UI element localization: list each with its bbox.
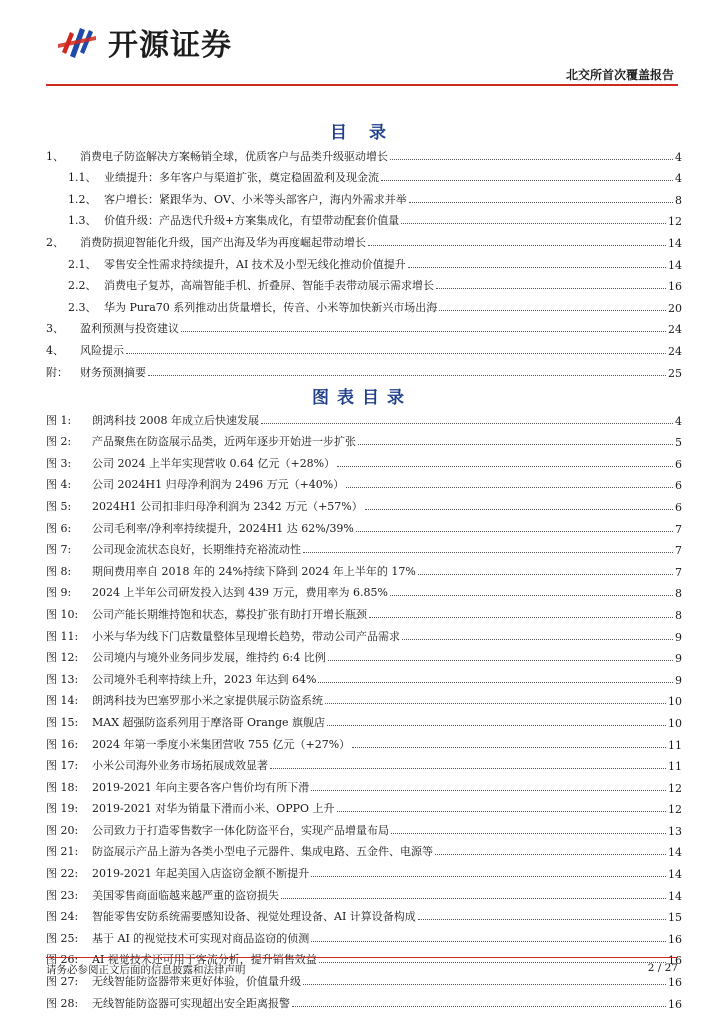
entry-title: 2019-2021 对华为销量下滑而小米、OPPO 上升 bbox=[92, 802, 335, 816]
figure-entry[interactable] bbox=[46, 795, 682, 817]
entry-number: 图 26: bbox=[46, 953, 79, 967]
dot-leader bbox=[352, 747, 666, 748]
entry-title: 无线智能防盗器带来更好体验，价值量升级 bbox=[92, 975, 301, 989]
dot-leader bbox=[318, 682, 673, 683]
entry-page: 12 bbox=[668, 781, 682, 795]
entry-title: 2019-2021 年起美国入店盗窃金额不断提升 bbox=[92, 867, 310, 881]
dot-leader bbox=[356, 531, 673, 532]
entry-title: 财务预测摘要 bbox=[80, 365, 146, 379]
entry-title: 朗鸿科技 2008 年成立后快速发展 bbox=[92, 413, 259, 427]
dot-leader bbox=[328, 660, 673, 661]
dot-leader bbox=[365, 509, 673, 510]
dot-leader bbox=[261, 423, 673, 424]
entry-number: 图 13: bbox=[46, 672, 79, 686]
figures-list bbox=[46, 406, 682, 1011]
figure-entry[interactable] bbox=[46, 557, 682, 579]
entry-title: 消费电子防盗解决方案畅销全球，优质客户与品类升级驱动增长 bbox=[80, 149, 388, 163]
entry-title: 公司毛利率/净利率持续提升，2024H1 达 62%/39% bbox=[92, 521, 354, 535]
dot-leader bbox=[303, 984, 666, 985]
entry-number: 图 17: bbox=[46, 759, 79, 773]
entry-title: 客户增长：紧跟华为、OV、小米等头部客户，海内外需求并举 bbox=[104, 192, 407, 206]
figure-entry[interactable] bbox=[46, 687, 682, 709]
page-number: 2 / 27 bbox=[647, 962, 678, 974]
entry-number: 图 21: bbox=[46, 845, 79, 859]
dot-leader bbox=[408, 267, 666, 268]
dot-leader bbox=[436, 288, 666, 289]
entry-page: 4 bbox=[675, 414, 682, 428]
figure-entry[interactable] bbox=[46, 708, 682, 730]
entry-number: 图 28: bbox=[46, 996, 79, 1010]
dot-leader bbox=[325, 703, 666, 704]
entry-number: 图 6: bbox=[46, 521, 72, 535]
entry-page: 4 bbox=[675, 150, 682, 164]
entry-page: 24 bbox=[668, 344, 682, 358]
dot-leader bbox=[311, 876, 666, 877]
kaiyuan-logo-icon bbox=[56, 22, 104, 62]
entry-title: 消费防损迎智能化升级，国产出海及华为再度崛起带动增长 bbox=[80, 235, 366, 249]
toc-entry[interactable] bbox=[46, 315, 682, 337]
entry-title: 公司产能长期维持饱和状态，募投扩张有助打开增长瓶颈 bbox=[92, 607, 367, 621]
dot-leader bbox=[270, 768, 666, 769]
toc-entry[interactable] bbox=[46, 207, 682, 229]
entry-title: 公司现金流状态良好，长期维持充裕流动性 bbox=[92, 543, 301, 557]
entry-page: 14 bbox=[668, 258, 682, 272]
entry-page: 14 bbox=[668, 846, 682, 860]
disclaimer-note: 请务必参阅正文后面的信息披露和法律声明 bbox=[46, 964, 246, 976]
toc-entry[interactable] bbox=[46, 185, 682, 207]
figure-entry[interactable] bbox=[46, 579, 682, 601]
entry-page: 9 bbox=[675, 673, 682, 687]
entry-number: 1.1、 bbox=[68, 171, 97, 185]
entry-page: 4 bbox=[675, 172, 682, 186]
figure-entry[interactable] bbox=[46, 859, 682, 881]
entry-page: 5 bbox=[675, 436, 682, 450]
entry-title: 智能零售安防系统需要感知设备、视觉处理设备、AI 计算设备构成 bbox=[92, 910, 416, 924]
entry-number: 图 22: bbox=[46, 867, 79, 881]
entry-number: 图 1: bbox=[46, 413, 72, 427]
entry-number: 图 7: bbox=[46, 543, 72, 557]
dot-leader bbox=[369, 617, 673, 618]
entry-title: 2019-2021 年向主要各客户售价均有所下滑 bbox=[92, 780, 310, 794]
entry-page: 7 bbox=[675, 544, 682, 558]
entry-number: 图 3: bbox=[46, 456, 72, 470]
entry-title: 消费电子复苏，高端智能手机、折叠屏、智能手表带动展示需求增长 bbox=[104, 279, 434, 293]
entry-number: 图 5: bbox=[46, 499, 72, 513]
entry-title: 产品聚焦在防盗展示品类，近两年逐步开始进一步扩张 bbox=[92, 435, 356, 449]
entry-page: 13 bbox=[668, 824, 682, 838]
figure-entry[interactable] bbox=[46, 406, 682, 428]
entry-page: 7 bbox=[675, 522, 682, 536]
dot-leader bbox=[390, 595, 673, 596]
entry-page: 24 bbox=[668, 323, 682, 337]
entry-title: 公司境外毛利率持续上升，2023 年达到 64% bbox=[92, 672, 317, 686]
entry-title: 公司境内与境外业务同步发展，维持约 6:4 比例 bbox=[92, 651, 326, 665]
entry-title: 盈利预测与投资建议 bbox=[80, 322, 179, 336]
entry-title: 业绩提升：多年客户与渠道扩张，奠定稳固盈利及现金流 bbox=[104, 171, 379, 185]
entry-page: 14 bbox=[668, 868, 682, 882]
dot-leader bbox=[418, 574, 673, 575]
figure-entry[interactable] bbox=[46, 514, 682, 536]
header-divider bbox=[46, 84, 678, 86]
entry-page: 8 bbox=[675, 587, 682, 601]
entry-page: 16 bbox=[668, 954, 682, 968]
entry-page: 14 bbox=[668, 236, 682, 250]
dot-leader bbox=[281, 898, 666, 899]
dot-leader bbox=[402, 639, 673, 640]
dot-leader bbox=[311, 941, 666, 942]
entry-number: 图 12: bbox=[46, 651, 79, 665]
dot-leader bbox=[337, 466, 673, 467]
entry-page: 14 bbox=[668, 889, 682, 903]
entry-page: 6 bbox=[675, 479, 682, 493]
figure-entry[interactable] bbox=[46, 903, 682, 925]
entry-number: 图 14: bbox=[46, 694, 79, 708]
entry-title: 无线智能防盗器可实现超出安全距离报警 bbox=[92, 996, 290, 1010]
entry-number: 4、 bbox=[46, 343, 64, 357]
figure-entry[interactable] bbox=[46, 989, 682, 1011]
toc-entry[interactable] bbox=[46, 358, 682, 380]
dot-leader bbox=[303, 552, 673, 553]
page-header bbox=[0, 0, 724, 90]
entry-title: 价值升级：产品迭代升级+方案集成化，有望带动配套价值量 bbox=[104, 214, 400, 228]
entry-page: 10 bbox=[668, 716, 682, 730]
entry-title: 公司 2024H1 归母净利润为 2496 万元（+40%） bbox=[92, 478, 345, 492]
dot-leader bbox=[439, 310, 666, 311]
footer-divider bbox=[46, 957, 678, 958]
entry-page: 11 bbox=[668, 738, 682, 752]
figure-entry[interactable] bbox=[46, 449, 682, 471]
figure-entry[interactable] bbox=[46, 471, 682, 493]
entry-number: 图 2: bbox=[46, 435, 72, 449]
dot-leader bbox=[435, 854, 666, 855]
figure-entry[interactable] bbox=[46, 536, 682, 558]
entry-page: 16 bbox=[668, 976, 682, 990]
entry-number: 3、 bbox=[46, 322, 64, 336]
toc-entry[interactable] bbox=[46, 164, 682, 186]
entry-number: 图 20: bbox=[46, 823, 79, 837]
entry-page: 16 bbox=[668, 997, 682, 1011]
entry-page: 8 bbox=[675, 193, 682, 207]
dot-leader bbox=[311, 790, 666, 791]
entry-number: 1、 bbox=[46, 149, 64, 163]
entry-page: 16 bbox=[668, 932, 682, 946]
dot-leader bbox=[337, 811, 666, 812]
entry-title: MAX 超强防盗系列用于摩洛哥 Orange 旗舰店 bbox=[92, 715, 325, 729]
figure-entry[interactable] bbox=[46, 428, 682, 450]
entry-page: 9 bbox=[675, 652, 682, 666]
entry-number: 2.2、 bbox=[68, 279, 97, 293]
dot-leader bbox=[327, 725, 666, 726]
entry-page: 7 bbox=[675, 565, 682, 579]
dot-leader bbox=[346, 487, 673, 488]
dot-leader bbox=[401, 223, 666, 224]
entry-number: 图 8: bbox=[46, 564, 72, 578]
figure-entry[interactable] bbox=[46, 838, 682, 860]
entry-page: 10 bbox=[668, 695, 682, 709]
entry-page: 25 bbox=[668, 366, 682, 380]
entry-page: 11 bbox=[668, 760, 682, 774]
toc-entry[interactable] bbox=[46, 250, 682, 272]
entry-number: 图 24: bbox=[46, 910, 79, 924]
report-type-label: 北交所首次覆盖报告 bbox=[565, 68, 674, 82]
entry-number: 图 23: bbox=[46, 888, 79, 902]
toc-entry[interactable] bbox=[46, 142, 682, 164]
figure-entry[interactable] bbox=[46, 730, 682, 752]
entry-page: 6 bbox=[675, 457, 682, 471]
toc-entry[interactable] bbox=[46, 293, 682, 315]
entry-page: 16 bbox=[668, 280, 682, 294]
dot-leader bbox=[391, 833, 666, 834]
entry-page: 15 bbox=[668, 911, 682, 925]
dot-leader bbox=[390, 159, 673, 160]
dot-leader bbox=[358, 444, 673, 445]
dot-leader bbox=[418, 919, 666, 920]
entry-title: 防盗展示产品上游为各类小型电子元器件、集成电路、五金件、电源等 bbox=[92, 845, 433, 859]
figures-title: 图表目录 bbox=[312, 388, 412, 408]
entry-page: 12 bbox=[668, 803, 682, 817]
figure-entry[interactable] bbox=[46, 924, 682, 946]
figure-entry[interactable] bbox=[46, 816, 682, 838]
brand-logo bbox=[56, 20, 232, 64]
entry-title: 基于 AI 的视觉技术可实现对商品盗窃的侦测 bbox=[92, 931, 310, 945]
dot-leader bbox=[126, 353, 666, 354]
entry-title: 零售安全性需求持续提升，AI 技术及小型无线化推动价值提升 bbox=[104, 257, 406, 271]
entry-title: 朗鸿科技为巴塞罗那小米之家提供展示防盗系统 bbox=[92, 694, 323, 708]
entry-number: 2、 bbox=[46, 235, 64, 249]
figure-entry[interactable] bbox=[46, 622, 682, 644]
entry-page: 9 bbox=[675, 630, 682, 644]
toc-entry[interactable] bbox=[46, 228, 682, 250]
entry-title: 小米公司海外业务市场拓展成效显著 bbox=[92, 759, 268, 773]
entry-number: 图 15: bbox=[46, 715, 79, 729]
entry-title: 小米与华为线下门店数量整体呈现增长趋势，带动公司产品需求 bbox=[92, 629, 400, 643]
entry-page: 8 bbox=[675, 608, 682, 622]
dot-leader bbox=[409, 202, 673, 203]
entry-number: 图 25: bbox=[46, 931, 79, 945]
entry-number: 附： bbox=[46, 365, 68, 379]
entry-number: 图 4: bbox=[46, 478, 72, 492]
figure-entry[interactable] bbox=[46, 665, 682, 687]
entry-number: 图 16: bbox=[46, 737, 79, 751]
entry-title: 公司致力于打造零售数字一体化防盗平台，实现产品增量布局 bbox=[92, 823, 389, 837]
entry-title: 美国零售商面临越来越严重的盗窃损失 bbox=[92, 888, 279, 902]
toc-entry[interactable] bbox=[46, 336, 682, 358]
figure-entry[interactable] bbox=[46, 881, 682, 903]
dot-leader bbox=[381, 180, 673, 181]
figure-entry[interactable] bbox=[46, 600, 682, 622]
entry-page: 6 bbox=[675, 500, 682, 514]
toc-list bbox=[46, 142, 682, 380]
dot-leader bbox=[292, 1006, 666, 1007]
entry-title: 2024 上半年公司研发投入达到 439 万元，费用率为 6.85% bbox=[92, 586, 388, 600]
entry-number: 1.2、 bbox=[68, 192, 97, 206]
entry-number: 2.1、 bbox=[68, 257, 97, 271]
figure-entry[interactable] bbox=[46, 644, 682, 666]
entry-number: 1.3、 bbox=[68, 214, 97, 228]
figure-entry[interactable] bbox=[46, 773, 682, 795]
entry-number: 图 18: bbox=[46, 780, 79, 794]
entry-page: 20 bbox=[668, 301, 682, 315]
entry-title: 2024 年第一季度小米集团营收 755 亿元（+27%） bbox=[92, 737, 351, 751]
entry-title: 公司 2024 上半年实现营收 0.64 亿元（+28%） bbox=[92, 456, 336, 470]
entry-title: 风险提示 bbox=[80, 343, 124, 357]
entry-title: 华为 Pura70 系列推动出货量增长，传音、小米等加快新兴市场出海 bbox=[104, 300, 438, 314]
entry-title: AI 视觉技术还可用于客流分析，提升销售效益 bbox=[92, 953, 317, 967]
entry-number: 2.3、 bbox=[68, 300, 97, 314]
entry-title: 2024H1 公司扣非归母净利润为 2342 万元（+57%） bbox=[92, 499, 363, 513]
dot-leader bbox=[368, 245, 666, 246]
dot-leader bbox=[181, 331, 666, 332]
entry-page: 12 bbox=[668, 215, 682, 229]
figure-entry[interactable] bbox=[46, 752, 682, 774]
dot-leader bbox=[148, 375, 666, 376]
dot-leader bbox=[319, 962, 666, 963]
entry-number: 图 27: bbox=[46, 975, 79, 989]
entry-number: 图 11: bbox=[46, 629, 79, 643]
entry-number: 图 9: bbox=[46, 586, 72, 600]
entry-title: 期间费用率自 2018 年的 24%持续下降到 2024 年上半年的 17% bbox=[92, 564, 416, 578]
entry-number: 图 10: bbox=[46, 607, 79, 621]
figure-entry[interactable] bbox=[46, 492, 682, 514]
entry-number: 图 19: bbox=[46, 802, 79, 816]
toc-entry[interactable] bbox=[46, 272, 682, 294]
toc-title: 目 录 bbox=[330, 123, 394, 143]
brand-name: 开源证券 bbox=[108, 28, 232, 63]
